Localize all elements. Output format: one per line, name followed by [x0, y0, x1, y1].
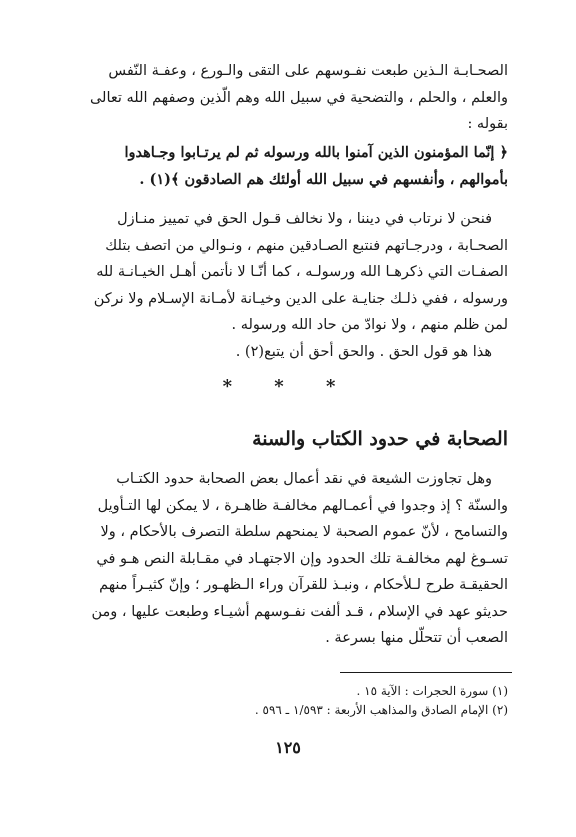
text-line: هذا هو قول الحق . والحق أحق أن يتبع(٢) . [235, 343, 492, 360]
section-separator: * * * [222, 376, 354, 397]
text-line: الحقيقـة طرح لـلأحكام ، ونبـذ للقرآن وراء الـظهـور ؛ وإنّ كثيـراً منهم [99, 577, 508, 593]
text-line: تسـوغ لهم مخالفـة تلك الحدود وإن الاجتهـاد في مقـابلة النص هـو في [96, 550, 508, 567]
footnote: (٢) الإمام الصادق والمذاهب الأربعة : ١/٥٩٣ ـ ٥٩٦ . [254, 703, 508, 717]
text-line: والتسامح ، لأنّ عموم الصحبة لا يمنحهم سلطة التصرف بالأحكام ، ولا [100, 524, 508, 540]
text-line: والعلم ، والحلم ، والتضحية في سبيل الله وهم الّذين وصفهم الله تعالى [89, 89, 508, 106]
text-line: لمن ظلم منهم ، ولا نوادّ من حاد الله ورسوله . [231, 317, 508, 333]
text-line: حديثو عهد في الإسلام ، قـد ألفت نفـوسهم أشيـاء وطبعت عليها ، ومن [91, 603, 508, 620]
page-number: ١٢٥ [275, 738, 301, 757]
text-line: بقوله : [467, 116, 508, 132]
text-line: وهل تجاوزت الشيعة في نقد أعمال بعض الصحابة حدود الكتـاب [116, 471, 492, 487]
text-line: الصعب أن تتحلّل منها بسرعة . [325, 630, 508, 646]
quran-verse [68, 140, 508, 193]
verse-line: ﴿ إنّما المؤمنون الذين آمنوا بالله ورسوله ثم لم يرتـابوا وجـاهدوا [124, 144, 508, 161]
footnote: (١) سورة الحجرات : الآية ١٥ . [356, 684, 508, 698]
verse-line: بأموالهم ، وأنفسهم في سبيل الله أولئك هم الصادقون ﴾(١) . [139, 170, 508, 188]
footnote-divider [340, 672, 512, 673]
text-line: فنحن لا نرتاب في ديننا ، ولا نخالف قـول الحق في تمييز منـازل [117, 211, 492, 227]
paragraph-companions [68, 58, 508, 138]
paragraph-boundaries [68, 466, 508, 652]
text-line: الصحـابة ، ودرجـاتهم فنتبع الصـادقين منهم ، ونـوالي من اتصف بتلك [105, 237, 508, 254]
text-line: الصحـابـة الـذين طبعت نفـوسهم على التقى والـورع ، وعفـة النّفس [108, 63, 508, 79]
paragraph-we-do-not-doubt [68, 206, 508, 365]
footnotes [68, 682, 508, 720]
text-line: ورسوله ، ففي ذلـك جنايـة على الدين وخيـانة لأمـانة الإسـلام ولا نركن [93, 290, 508, 307]
text-line: الصفـات التي ذكرهـا الله ورسولـه ، كما أنّـا لا نأتمن أهـل الخيـانـة لله [96, 264, 508, 280]
text-line: والسنّة ؟ إذ وجدوا في أعمـالهم مخالفـة ظاهـرة ، لا يمكن لها التـأويل [97, 497, 508, 514]
section-heading: الصحابة في حدود الكتاب والسنة [252, 428, 508, 450]
